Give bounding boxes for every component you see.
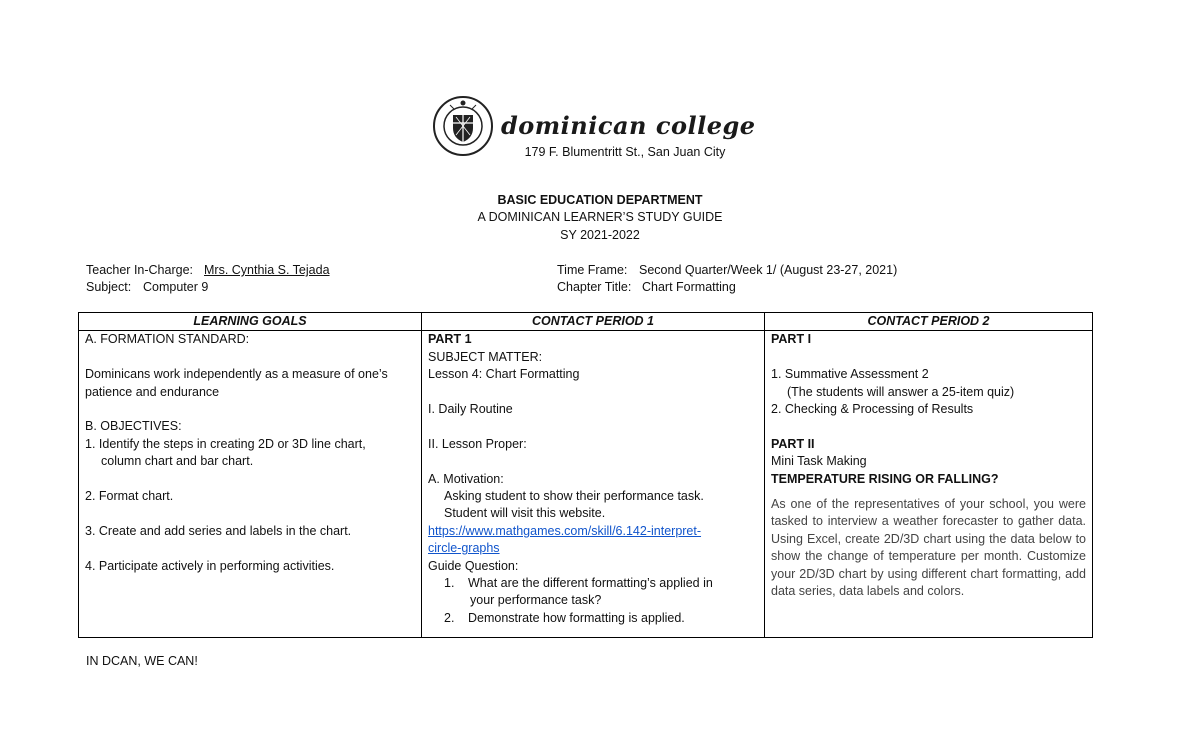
daily-routine: I. Daily Routine	[428, 402, 513, 417]
part-i-heading: PART I	[771, 332, 812, 347]
website-link-line-1[interactable]	[428, 523, 758, 540]
motivation-line-2: Student will visit this website.	[444, 506, 606, 521]
guide-question-heading: Guide Question:	[428, 558, 519, 573]
learning-goals-cell	[79, 331, 422, 638]
website-link-2[interactable]: circle-graphs	[428, 541, 500, 556]
question-2	[428, 610, 758, 627]
lesson-proper: II. Lesson Proper:	[428, 436, 527, 451]
timeframe-value: Second Quarter/Week 1/ (August 23-27, 2021)	[639, 263, 898, 277]
spacer	[85, 471, 415, 488]
study-guide-title: A DOMINICAN LEARNER’S STUDY GUIDE	[477, 210, 723, 224]
school-address: 179 F. Blumentritt St., San Juan City	[524, 145, 726, 159]
question-1-number: 1.	[444, 576, 455, 591]
assessment-note: (The students will answer a 25-item quiz)	[787, 384, 1015, 399]
question-1-text: What are the different formatting’s applied in	[468, 576, 713, 591]
header-contact-period-1: CONTACT PERIOD 1	[422, 313, 765, 331]
spacer	[85, 401, 415, 418]
task-description: As one of the representatives of your school, you were tasked to interview a weather forecaster to gather data. Using Excel, create 2D/3D chart using the data below to show the change of temperature per month. Customize your 2D/3D chart by using different chart formatting, add data series, data labels and colors.	[771, 497, 1086, 599]
timeframe-label: Time Frame:	[557, 263, 628, 277]
formation-text-line-1: Dominicans work independently as a measure of one’s	[85, 367, 388, 382]
subject-label: Subject:	[86, 280, 132, 294]
part-1-heading: PART 1	[428, 332, 472, 347]
objectives-heading: B. OBJECTIVES:	[85, 419, 182, 434]
spacer	[85, 349, 415, 366]
objective-3: 3. Create and add series and labels in the chart.	[85, 523, 352, 538]
chapter-label: Chapter Title:	[557, 280, 632, 294]
contact-period-2-cell	[765, 331, 1093, 638]
lesson-title: Lesson 4: Chart Formatting	[428, 367, 580, 382]
school-year: SY 2021-2022	[560, 228, 640, 242]
question-2-number: 2.	[444, 610, 455, 625]
spacer	[85, 540, 415, 557]
college-name: dominican college	[501, 111, 756, 140]
objective-1-line-2: column chart and bar chart.	[101, 454, 254, 469]
spacer	[771, 349, 1086, 366]
department-heading: BASIC EDUCATION DEPARTMENT	[497, 193, 703, 207]
task-title: TEMPERATURE RISING OR FALLING?	[771, 471, 999, 486]
motivation-line-1: Asking student to show their performance task.	[444, 489, 704, 504]
checking-results: 2. Checking & Processing of Results	[771, 402, 974, 417]
formation-heading: A. FORMATION STANDARD:	[85, 332, 250, 347]
header-learning-goals: LEARNING GOALS	[79, 313, 422, 331]
objective-2: 2. Format chart.	[85, 489, 174, 504]
footer-motto: IN DCAN, WE CAN!	[86, 654, 198, 668]
motivation-heading: A. Motivation:	[428, 471, 504, 486]
spacer	[428, 453, 758, 470]
mini-task-label: Mini Task Making	[771, 454, 867, 469]
question-2-text: Demonstrate how formatting is applied.	[468, 610, 685, 625]
objective-1-line-1: 1. Identify the steps in creating 2D or 3D line chart,	[85, 436, 366, 451]
spacer	[428, 418, 758, 435]
spacer	[85, 505, 415, 522]
subject-value: Computer 9	[143, 280, 209, 294]
website-link-1[interactable]: https://www.mathgames.com/skill/6.142-interpret-	[428, 523, 702, 538]
question-1-line-1	[428, 575, 758, 592]
teacher-value: Mrs. Cynthia S. Tejada	[204, 263, 330, 277]
teacher-label: Teacher In-Charge:	[86, 263, 194, 277]
formation-text-line-2: patience and endurance	[85, 384, 220, 399]
header-contact-period-2: CONTACT PERIOD 2	[765, 313, 1093, 331]
subject-matter-heading: SUBJECT MATTER:	[428, 349, 543, 364]
website-link-line-2[interactable]	[428, 540, 758, 557]
chapter-value: Chart Formatting	[642, 280, 736, 294]
study-guide-table	[78, 312, 1093, 638]
part-ii-heading: PART II	[771, 436, 815, 451]
summative-assessment: 1. Summative Assessment 2	[771, 367, 929, 382]
question-1-line-2: your performance task?	[470, 593, 602, 608]
spacer	[771, 418, 1086, 435]
objective-4: 4. Participate actively in performing activities.	[85, 558, 335, 573]
contact-period-1-cell	[422, 331, 765, 638]
spacer	[428, 384, 758, 401]
